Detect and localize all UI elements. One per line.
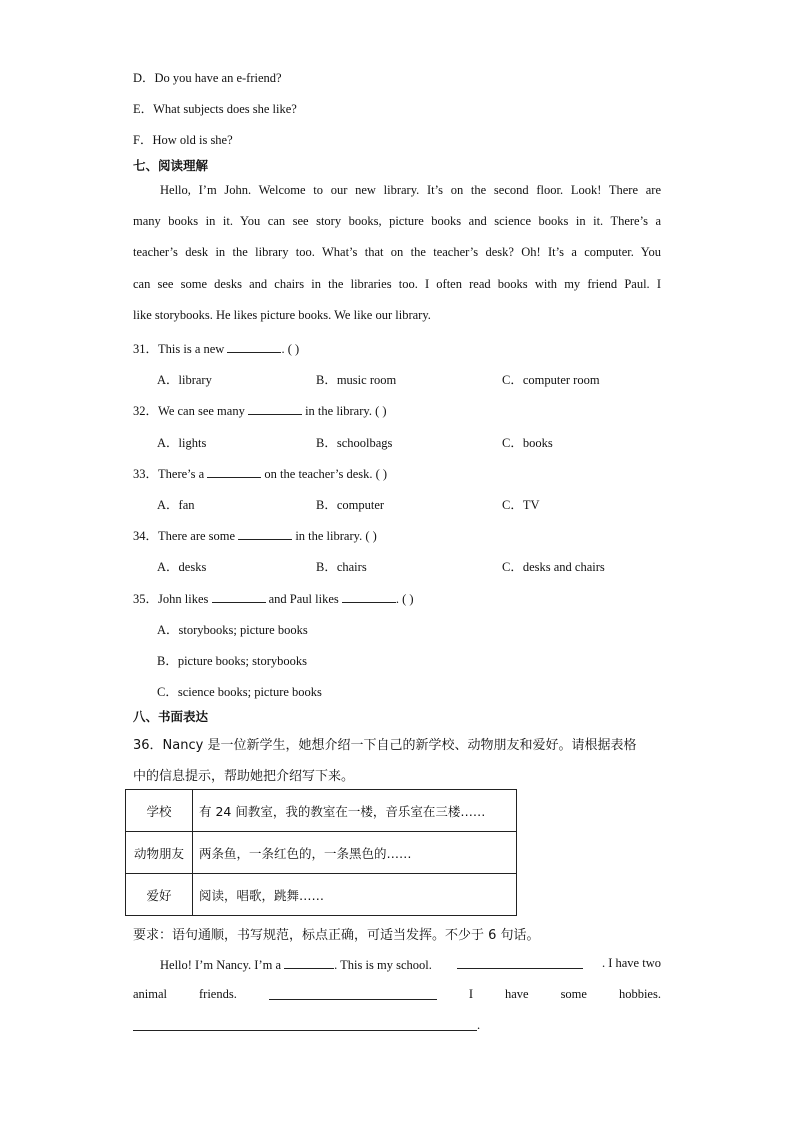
question-31 [133, 339, 299, 357]
section-8-title: 八、书面表达 [133, 709, 209, 724]
question-32 [133, 401, 387, 419]
answer-blank[interactable] [207, 465, 261, 478]
option-d: D．Do you have an e-friend? [133, 71, 282, 85]
writing-text: animal [133, 987, 168, 1001]
option-f: F．How old is she? [133, 133, 233, 147]
table-value: 有 24 间教室，我的教室在一楼，音乐室在三楼…… [193, 790, 517, 832]
question-text: . ( ) [281, 342, 300, 356]
question-number: 32． [133, 404, 159, 418]
answer-blank[interactable] [269, 987, 437, 1000]
question-number: 33． [133, 467, 159, 481]
option-c[interactable]: C．desks and chairs [502, 560, 605, 574]
answer-blank[interactable] [212, 590, 266, 603]
table-key: 动物朋友 [126, 832, 193, 874]
question-text: in the library. ( ) [305, 404, 387, 418]
passage-line: Hello, I’m John. Welcome to our new library. It’s on the second floor. Look! There are [160, 183, 661, 197]
writing-text: friends. [199, 987, 237, 1001]
table-key: 学校 [126, 790, 193, 832]
table-row [126, 832, 517, 874]
writing-text: . [477, 1018, 481, 1032]
question-number: 34． [133, 529, 159, 543]
question-text: . ( ) [395, 592, 414, 606]
option-b[interactable]: B．computer [316, 498, 385, 512]
option-b[interactable]: B．music room [316, 373, 397, 387]
reading-passage [133, 183, 661, 339]
passage-line: like storybooks. He likes picture books. We like our library. [133, 307, 431, 322]
passage-line: many books in it. You can see story books, picture books and science books in it. There’s a [133, 214, 661, 229]
question-text: There’s a [158, 467, 205, 481]
passage-line: can see some desks and chairs in the libraries too. I often read books with my friend Paul. I [133, 276, 661, 291]
writing-text: . This is my school. [334, 958, 432, 972]
answer-blank[interactable] [284, 956, 334, 969]
table-value: 两条鱼，一条红色的，一条黑色的…… [193, 832, 517, 874]
option-a[interactable]: A．library [157, 373, 212, 387]
question-34 [133, 526, 377, 544]
question-text: and Paul likes [268, 592, 339, 606]
info-table [125, 789, 517, 916]
section-7-title: 七、阅读理解 [133, 158, 209, 173]
question-text: in the library. ( ) [295, 529, 377, 543]
option-b[interactable]: B．schoolbags [316, 436, 393, 450]
question-number: 31． [133, 342, 159, 356]
option-c[interactable]: C．computer room [502, 373, 600, 387]
writing-text: some [560, 987, 587, 1001]
answer-blank[interactable] [342, 590, 396, 603]
option-b[interactable]: B．chairs [316, 560, 367, 574]
question-text: John likes [158, 592, 209, 606]
writing-prompt-line-2: 中的信息提示，帮助她把介绍写下来。 [133, 769, 355, 784]
writing-text: Hello! I’m Nancy. I’m a [160, 958, 282, 972]
question-text: This is a new [158, 342, 225, 356]
option-a[interactable]: A．lights [157, 436, 207, 450]
question-text: There are some [158, 529, 236, 543]
writing-area [133, 956, 661, 1049]
writing-line-2 [133, 987, 661, 1018]
question-33 [133, 464, 387, 482]
writing-text: hobbies. [618, 987, 661, 1001]
option-b[interactable]: B．picture books; storybooks [157, 654, 307, 668]
table-value: 阅读，唱歌，跳舞…… [193, 874, 517, 916]
question-text: We can see many [158, 404, 245, 418]
option-a[interactable]: A．fan [157, 498, 195, 512]
answer-blank[interactable] [133, 1018, 477, 1031]
writing-line-1 [133, 956, 661, 987]
writing-text: . I have two [601, 956, 661, 970]
requirement-text: 要求：语句通顺，书写规范，标点正确，可适当发挥。不少于 6 句话。 [133, 928, 540, 943]
writing-text: have [504, 987, 529, 1001]
answer-blank[interactable] [457, 956, 583, 969]
writing-text: I [468, 987, 473, 1001]
writing-line-3 [133, 1018, 661, 1049]
option-c[interactable]: C．books [502, 436, 553, 450]
option-a[interactable]: A．storybooks; picture books [157, 623, 308, 637]
question-number: 35． [133, 592, 159, 606]
answer-blank[interactable] [227, 340, 281, 353]
option-e: E．What subjects does she like? [133, 102, 297, 116]
question-text: on the teacher’s desk. ( ) [264, 467, 388, 481]
option-c[interactable]: C．science books; picture books [157, 685, 322, 699]
option-c[interactable]: C．TV [502, 498, 540, 512]
answer-blank[interactable] [248, 402, 302, 415]
writing-prompt-line-1: 36．Nancy 是一位新学生，她想介绍一下自己的新学校、动物朋友和爱好。请根据表格 [133, 738, 637, 753]
table-row [126, 874, 517, 916]
answer-blank[interactable] [238, 527, 292, 540]
question-35 [133, 589, 414, 607]
table-row [126, 790, 517, 832]
passage-line: teacher’s desk in the library too. What’s that on the teacher’s desk? Oh! It’s a computer. You [133, 245, 661, 260]
table-key: 爱好 [126, 874, 193, 916]
option-a[interactable]: A．desks [157, 560, 207, 574]
